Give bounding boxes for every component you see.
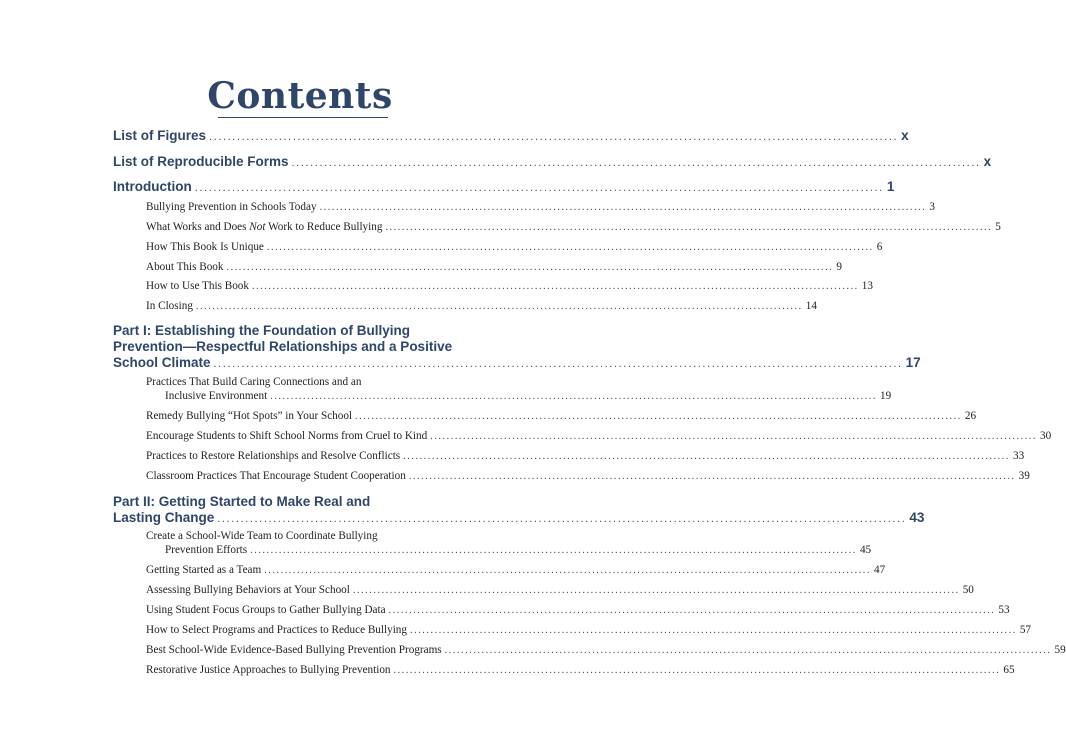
toc-page-number: 5 <box>995 221 1001 233</box>
dot-leader: .................................................................................................................................................... <box>213 358 903 370</box>
toc-entry-label: Lasting Change <box>113 510 215 525</box>
toc-entry-introduction[interactable] <box>113 179 895 194</box>
toc-page-number: 14 <box>805 300 817 312</box>
toc-page-number: 6 <box>876 241 883 253</box>
toc-subentry-label: How to Select Programs and Practices to Reduce Bullying <box>146 624 407 636</box>
toc-entry-label: List of Reproducible Forms <box>113 154 289 169</box>
page-title: Contents <box>207 75 393 117</box>
toc-entry-list-of-forms[interactable] <box>113 154 992 169</box>
toc-subentry[interactable] <box>146 564 886 576</box>
dot-leader: .................................................................................................................................................... <box>408 471 1016 482</box>
toc-subentry[interactable] <box>146 470 1030 482</box>
toc-subentry[interactable] <box>146 280 873 292</box>
toc-page-number: 1 <box>886 179 895 194</box>
dot-leader: .................................................................................................................................................... <box>355 411 962 422</box>
toc-subentry-label <box>146 221 382 233</box>
dot-leader: .................................................................................................................................................... <box>403 451 1010 462</box>
toc-page-number: 43 <box>909 510 925 525</box>
toc-page-number: 17 <box>905 355 921 370</box>
dot-leader: .................................................................................................................................................... <box>410 625 1017 636</box>
toc-page-number: 13 <box>861 280 873 292</box>
label-part: What Works and Does <box>146 221 250 233</box>
part-title-line[interactable]: Prevention—Respectful Relationships and a Positive <box>113 339 453 354</box>
toc-subentry-label: Inclusive Environment <box>165 390 268 402</box>
dot-leader: .................................................................................................................................................... <box>319 202 927 213</box>
toc-subentry[interactable] <box>146 201 935 213</box>
toc-subentry[interactable] <box>146 644 1066 656</box>
toc-subentry[interactable] <box>146 261 842 273</box>
toc-subentry[interactable] <box>146 664 1015 676</box>
toc-subentry[interactable] <box>146 241 883 253</box>
toc-subentry-label: Remedy Bullying “Hot Spots” in Your School <box>146 410 353 422</box>
toc-subentry[interactable] <box>146 544 872 556</box>
dot-leader: .................................................................................................................................................... <box>352 585 960 596</box>
toc-subentry-label: Prevention Efforts <box>165 544 248 556</box>
toc-subentry-label: Practices to Restore Relationships and Resolve Conflicts <box>146 450 401 462</box>
toc-subentry-label: Bullying Prevention in Schools Today <box>146 201 317 213</box>
dot-leader: .................................................................................................................................................... <box>393 665 1001 676</box>
toc-page-number: 50 <box>962 584 974 596</box>
toc-subentry-label: Restorative Justice Approaches to Bullying Prevention <box>146 664 391 676</box>
dot-leader: .................................................................................................................................................... <box>266 242 874 253</box>
toc-subentry-label: Classroom Practices That Encourage Student Cooperation <box>146 470 406 482</box>
toc-subentry-label: Encourage Students to Shift School Norms from Cruel to Kind <box>146 430 428 442</box>
dot-leader: .................................................................................................................................................... <box>195 301 803 312</box>
toc-page-number: 3 <box>929 201 935 213</box>
toc-page-number: 57 <box>1019 624 1031 636</box>
dot-leader: .................................................................................................................................................... <box>430 431 1038 442</box>
dot-leader: .................................................................................................................................................... <box>270 391 878 402</box>
label-emphasis: Not <box>249 221 266 233</box>
toc-subentry[interactable] <box>146 300 817 312</box>
toc-subentry-label: Using Student Focus Groups to Gather Bullying Data <box>146 604 386 616</box>
dot-leader: .................................................................................................................................................... <box>264 565 872 576</box>
label-part: Work to Reduce Bullying <box>265 221 383 233</box>
dot-leader: .................................................................................................................................................... <box>209 131 899 143</box>
toc-page-number: 45 <box>859 544 872 556</box>
dot-leader: .................................................................................................................................................... <box>251 281 859 292</box>
part-title-line[interactable]: Part II: Getting Started to Make Real and <box>113 494 371 509</box>
toc-page-number: 30 <box>1040 430 1052 442</box>
toc-subentry-label: Getting Started as a Team <box>146 564 262 576</box>
toc-subentry[interactable] <box>146 450 1025 462</box>
toc-page-number: 39 <box>1018 470 1030 482</box>
toc-page-number: x <box>983 154 992 169</box>
dot-leader: .................................................................................................................................................... <box>226 262 834 273</box>
toc-page-number: 33 <box>1012 450 1025 462</box>
toc-subentry[interactable] <box>146 390 892 402</box>
toc-page-number: 65 <box>1003 664 1015 676</box>
toc-subentry-label[interactable]: Practices That Build Caring Connections and an <box>146 376 362 388</box>
toc-subentry-label: In Closing <box>146 300 193 312</box>
toc-page-number: 9 <box>836 261 842 273</box>
dot-leader: .................................................................................................................................................... <box>250 545 857 556</box>
toc-entry-part-2[interactable] <box>113 510 925 525</box>
toc-subentry[interactable] <box>146 624 1031 636</box>
toc-entry-label: School Climate <box>113 355 211 370</box>
toc-page-number: 26 <box>964 410 977 422</box>
toc-page-number: x <box>901 128 909 143</box>
dot-leader: .................................................................................................................................................... <box>385 222 993 233</box>
part-title-line[interactable]: Part I: Establishing the Foundation of Bullying <box>113 323 410 338</box>
dot-leader: .................................................................................................................................................... <box>194 182 884 194</box>
toc-subentry-label[interactable]: Create a School-Wide Team to Coordinate Bullying <box>146 530 378 542</box>
toc-subentry[interactable] <box>146 604 1010 616</box>
toc-subentry-label: How This Book Is Unique <box>146 241 264 253</box>
toc-page-number: 19 <box>880 390 892 402</box>
toc-entry-label: Introduction <box>113 179 192 194</box>
toc-subentry[interactable] <box>146 410 977 422</box>
toc-subentry[interactable] <box>146 584 974 596</box>
title-underline <box>218 117 388 118</box>
dot-leader: .................................................................................................................................................... <box>217 513 907 525</box>
toc-subentry-label: How to Use This Book <box>146 280 249 292</box>
toc-entry-part-1[interactable] <box>113 355 921 370</box>
toc-subentry-label: Assessing Bullying Behaviors at Your School <box>146 584 350 596</box>
toc-entry-list-of-figures[interactable] <box>113 128 909 143</box>
toc-subentry-label: About This Book <box>146 261 224 273</box>
toc-page-number: 53 <box>998 604 1010 616</box>
dot-leader: .................................................................................................................................................... <box>291 157 981 169</box>
toc-page-number: 47 <box>874 564 886 576</box>
toc-entry-label: List of Figures <box>113 128 207 143</box>
toc-subentry-label: Best School-Wide Evidence-Based Bullying Prevention Programs <box>146 644 442 656</box>
dot-leader: .................................................................................................................................................... <box>444 645 1052 656</box>
toc-subentry[interactable] <box>146 430 1052 442</box>
dot-leader: .................................................................................................................................................... <box>388 605 996 616</box>
toc-subentry[interactable] <box>146 221 1001 233</box>
toc-page-number: 59 <box>1054 644 1066 656</box>
